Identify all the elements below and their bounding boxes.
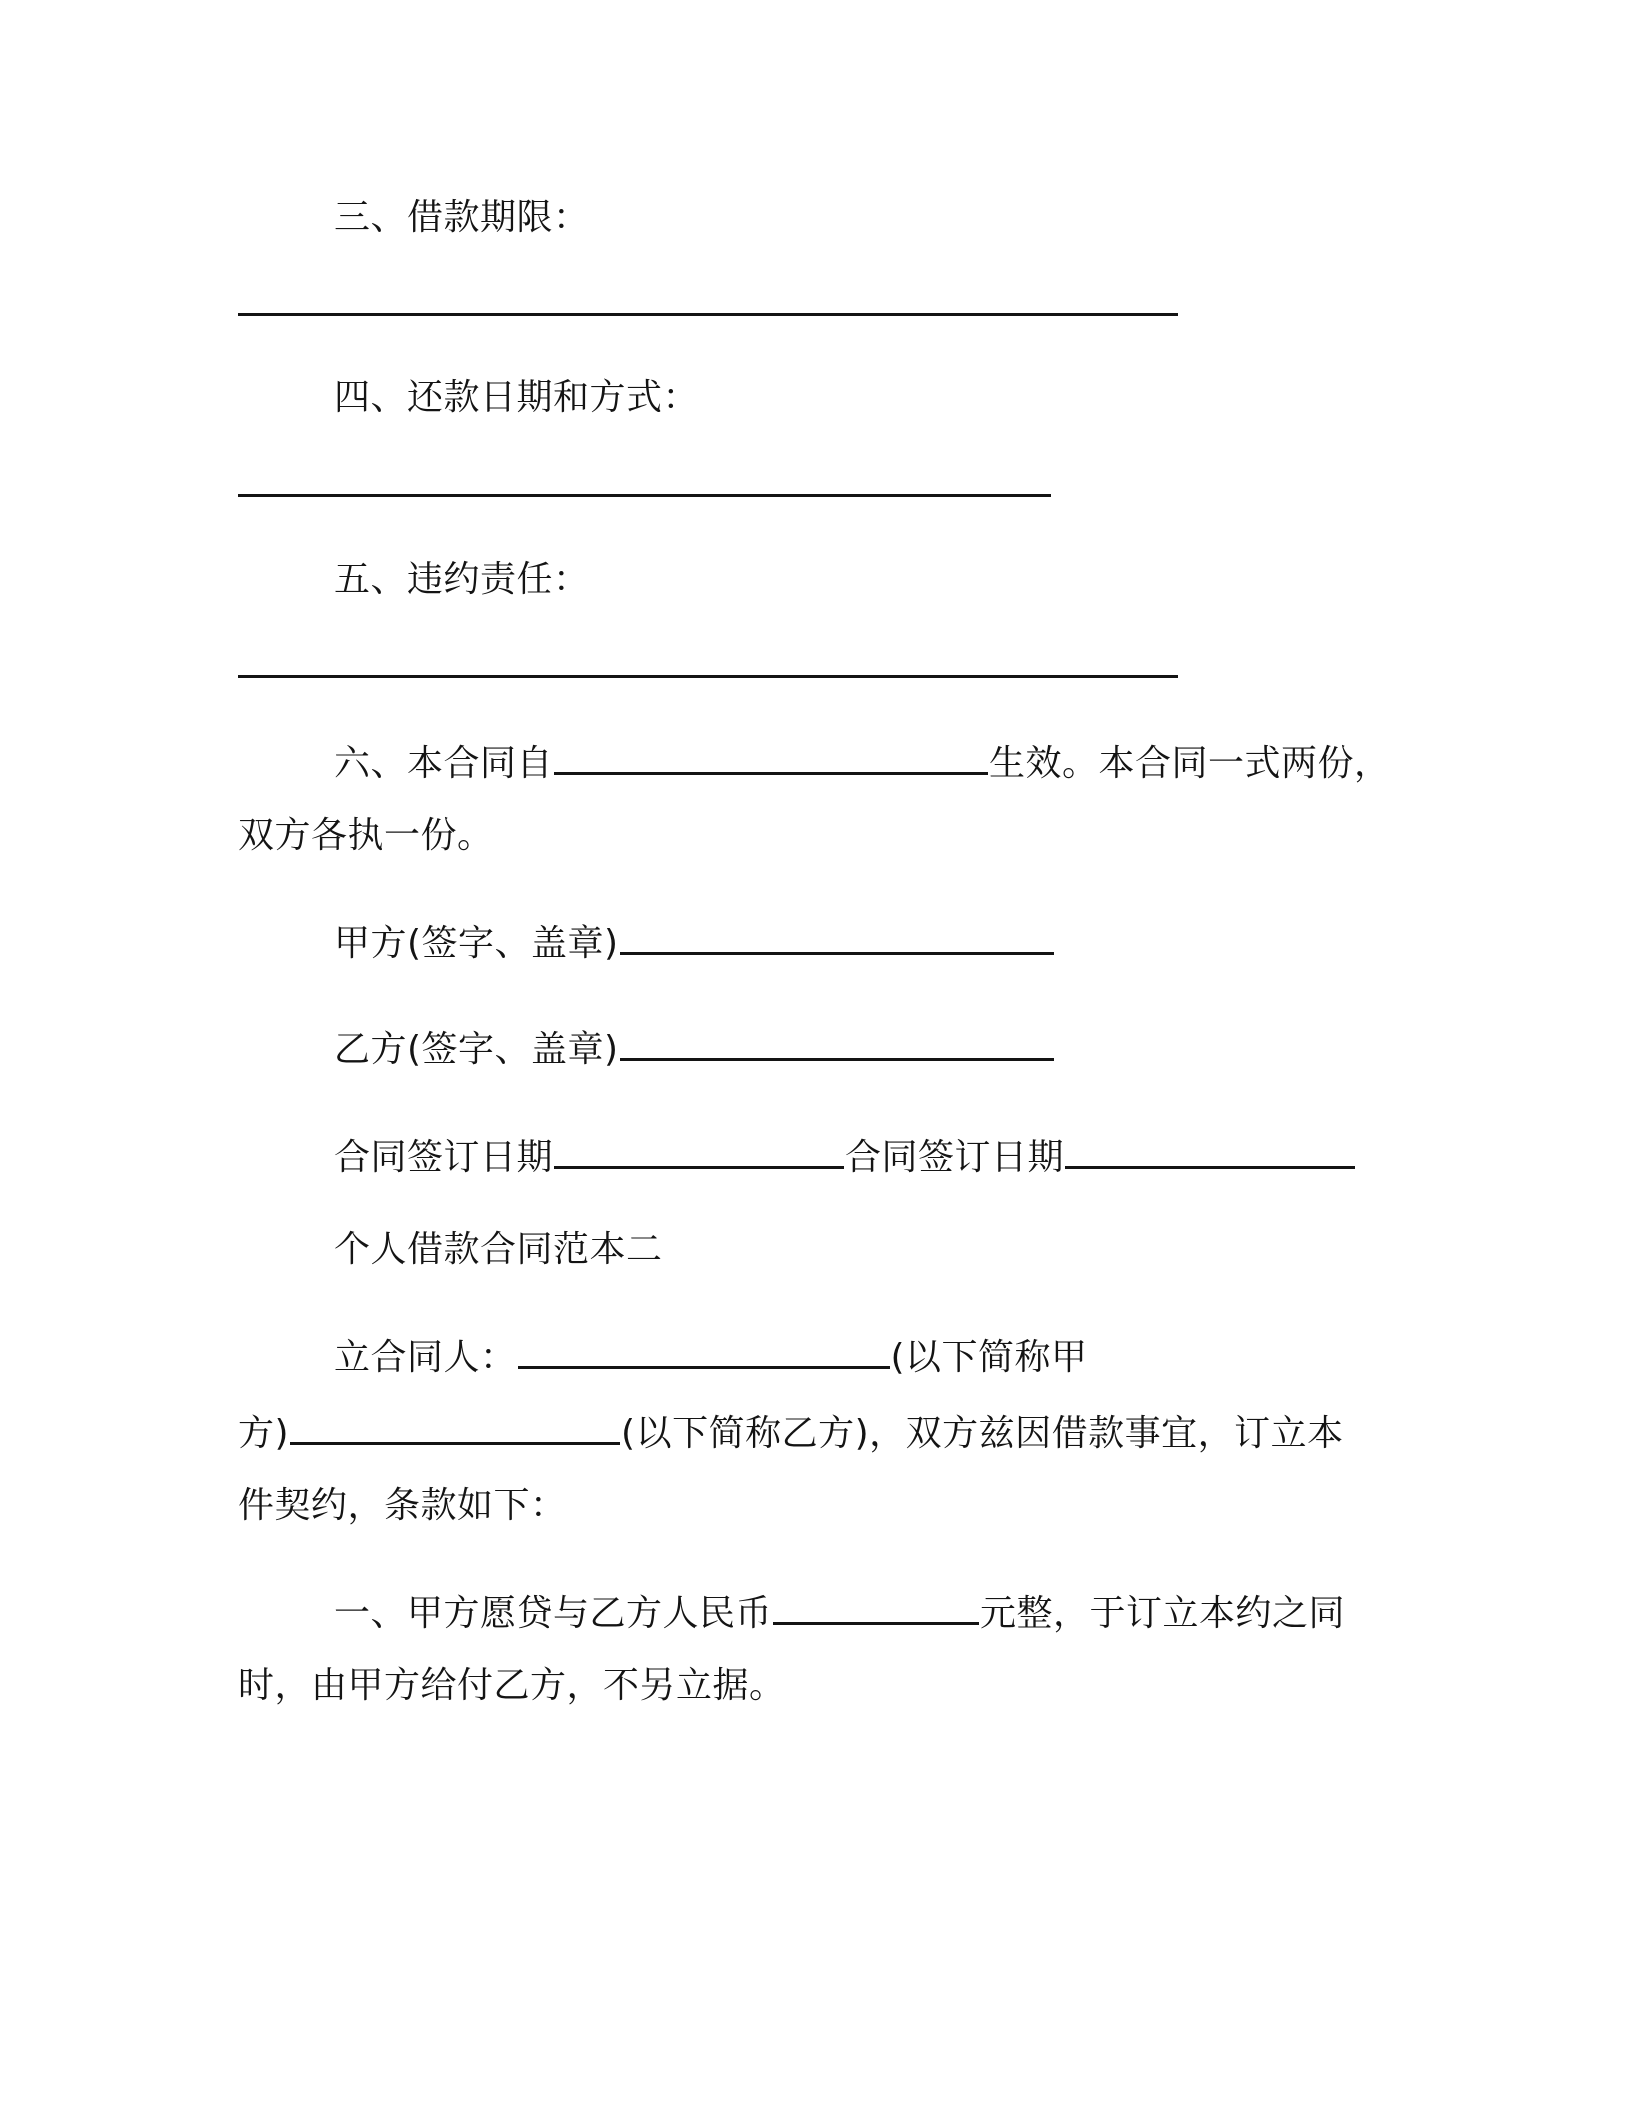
party-b-signature: [334, 1022, 1055, 1074]
borrower-name-blank[interactable]: [290, 1406, 620, 1445]
party-b-signature-blank[interactable]: [620, 1022, 1054, 1061]
clause-five-heading: 五、违约责任：: [334, 559, 590, 600]
clause-one-text-a: 一、甲方愿贷与乙方人民币: [334, 1593, 773, 1634]
lender-name-blank[interactable]: [518, 1330, 890, 1369]
intro-line3: 件契约，条款如下：: [238, 1485, 567, 1526]
clause-three-heading: 三、借款期限：: [334, 197, 590, 238]
clause-five-blank[interactable]: [238, 675, 1178, 678]
clause-one-text-b: 元整，于订立本约之同: [980, 1593, 1346, 1634]
loan-amount-blank[interactable]: [773, 1586, 979, 1625]
intro-line2: [238, 1406, 1344, 1458]
clause-six-line2: 双方各执一份。: [238, 815, 494, 856]
date-b-label: 合同签订日期: [845, 1137, 1065, 1178]
effective-date-blank[interactable]: [554, 736, 988, 775]
clause-six-line1: [334, 736, 1391, 788]
clause-four-heading: 四、还款日期和方式：: [334, 377, 700, 418]
party-b-label: 乙方(签字、盖章): [334, 1029, 619, 1070]
intro-line1: [334, 1330, 1088, 1382]
clause-four-blank[interactable]: [238, 494, 1051, 497]
intro-text-c: 方): [238, 1413, 290, 1454]
intro-text-b: (以下简称甲: [890, 1337, 1088, 1378]
date-a-blank[interactable]: [554, 1130, 844, 1169]
clause-one-line1: [334, 1586, 1345, 1638]
date-a-label: 合同签订日期: [334, 1137, 554, 1178]
signing-dates: [334, 1130, 1356, 1182]
clause-one-line2: 时，由甲方给付乙方，不另立据。: [238, 1665, 786, 1706]
party-a-signature: [334, 916, 1055, 968]
clause-three-blank[interactable]: [238, 313, 1178, 316]
clause-six-text-a: 六、本合同自: [334, 743, 554, 784]
clause-six-text-b: 生效。本合同一式两份，: [989, 743, 1391, 784]
intro-text-d: (以下简称乙方)，双方兹因借款事宜，订立本: [621, 1413, 1344, 1454]
party-a-label: 甲方(签字、盖章): [334, 923, 619, 964]
date-b-blank[interactable]: [1065, 1130, 1355, 1169]
party-a-signature-blank[interactable]: [620, 916, 1054, 955]
intro-text-a: 立合同人：: [334, 1337, 517, 1378]
template-two-title: 个人借款合同范本二: [334, 1229, 663, 1270]
